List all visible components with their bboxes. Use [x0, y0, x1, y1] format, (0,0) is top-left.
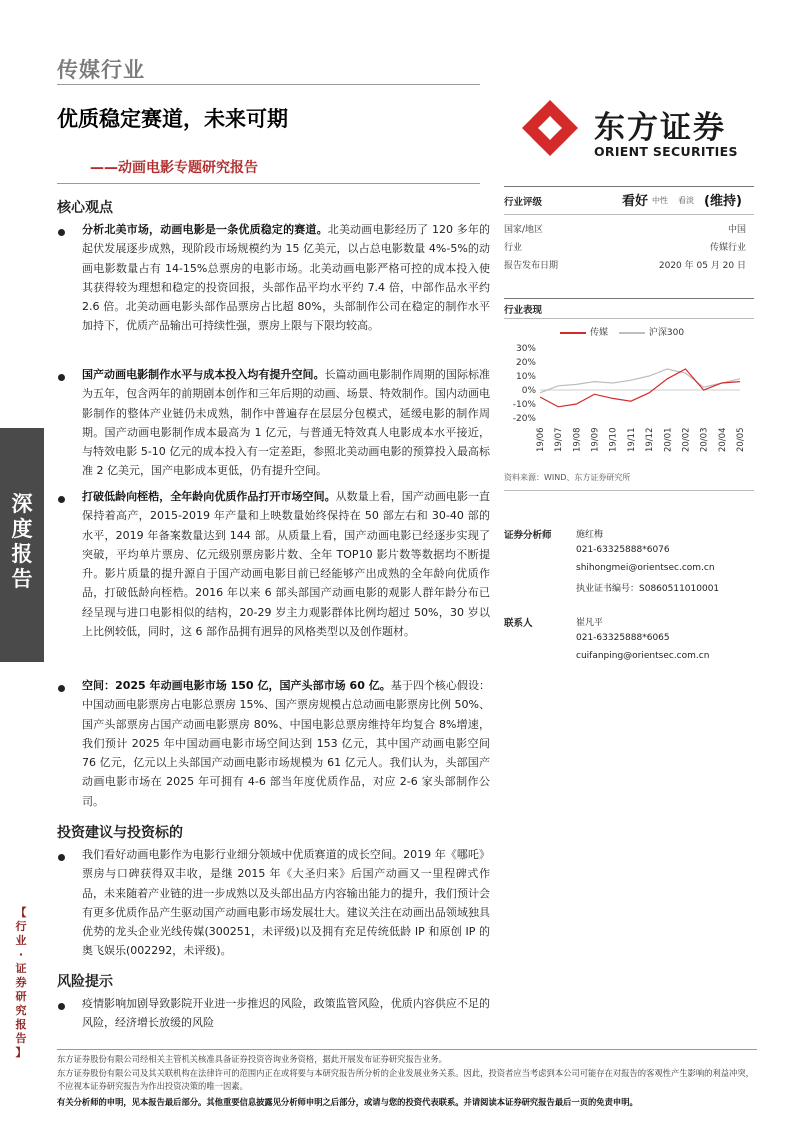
report-title: 优质稳定赛道，未来可期 — [57, 107, 288, 131]
info-row-date — [504, 258, 754, 276]
x-tick-label: 19/12 — [645, 427, 656, 452]
logo-chinese-name: 东方证券 — [594, 110, 726, 146]
y-tick-label: 20% — [515, 358, 536, 368]
industry-label: 传媒行业 — [57, 58, 145, 82]
core-view-lead: 国产动画电影制作水平与成本投入均有提升空间。 — [82, 368, 325, 381]
x-tick-label: 20/03 — [699, 427, 710, 452]
rating-row — [504, 190, 754, 210]
x-tick-label: 19/09 — [590, 427, 601, 452]
contact-phone: 021-63325888*6065 — [576, 633, 670, 643]
bullet-icon — [58, 374, 65, 381]
perf-top-rule — [504, 298, 754, 299]
analyst-name: 施红梅 — [576, 530, 604, 540]
legend-label: 传媒 — [590, 328, 609, 338]
contact-label: 联系人 — [504, 618, 533, 629]
logo-english-name: ORIENT SECURITIES — [594, 144, 738, 159]
x-tick-label: 20/02 — [681, 427, 692, 452]
core-view-lead: 分析北美市场，动画电影是一条优质稳定的赛道。 — [82, 223, 328, 236]
contact-name: 崔凡平 — [576, 618, 604, 628]
x-tick-label: 19/06 — [536, 427, 546, 452]
rating-bottom-rule — [504, 214, 754, 215]
investment-text: 我们看好动画电影作为电影行业细分领域中优质赛道的成长空间。2019 年《哪吒》票房与口碑获得双丰收，是继 2015 年《大圣归来》后国产动画又一里程碑式作品，未来随着产业链的进一步成熟以及头部出品方内容输出能力的提升，我们预计会有更多优质作品产生驱动国产动画电影市场发展壮大。建议关注在动画出品领域独具优势的龙头企业光线传媒(300251，未评级)以及拥有充足传统低龄 IP 和原创 IP 的奥飞娱乐(002292，未评级)。 — [82, 848, 490, 958]
rating-change: (维持) — [704, 194, 742, 209]
perf-title-rule — [504, 318, 754, 319]
info-key: 国家/地区 — [504, 225, 544, 235]
core-view-item-1 — [82, 220, 490, 336]
series-line-hs300 — [540, 369, 740, 393]
legend-item-hs300 — [619, 328, 684, 338]
footer-divider — [57, 1049, 757, 1050]
info-row-industry — [504, 240, 754, 258]
header-divider — [57, 84, 480, 85]
analyst-phone: 021-63325888*6076 — [576, 545, 670, 555]
rating-label: 行业评级 — [504, 197, 543, 208]
chart-source: 资料来源：WIND、东方证券研究所 — [504, 473, 631, 482]
analyst-label: 证券分析师 — [504, 530, 552, 541]
bullet-icon — [58, 229, 65, 236]
legend-item-media — [560, 328, 608, 338]
bullet-icon — [58, 496, 65, 503]
risk-heading: 风险提示 — [57, 974, 113, 990]
legend-label: 沪深300 — [648, 328, 685, 338]
x-tick-label: 19/07 — [554, 427, 565, 452]
footer-disclaimer: 有关分析师的申明，见本报告最后部分。其他重要信息披露见分析师申明之后部分，或请与您的投资代表联系。并请阅读本证券研究报告最后一页的免责申明。 — [57, 1097, 638, 1107]
core-view-lead: 打破低龄向桎梏，全年龄向优质作品打开市场空间。 — [82, 490, 336, 503]
rating-value: 看好 — [622, 194, 649, 209]
chart-legend — [560, 325, 684, 338]
legend-swatch — [560, 332, 586, 334]
info-value: 2020 年 05 月 20 日 — [658, 261, 746, 271]
info-row-region — [504, 222, 754, 240]
info-key: 行业 — [504, 243, 523, 253]
x-tick-label: 20/05 — [736, 427, 746, 452]
core-view-body: 长篇动画电影制作周期的国际标准为五年，包含两年的前期剧本创作和三年后期的动画、场景、特效制作。国内动画电影制作的整体产业链仍未成熟，制作中普遍存在层层分包模式，延缓电影的制作周期。国产动画电影制作成本最高为 1 亿元，与普通无特效真人电影成本水平接近，与特效电影 5-10 亿元的成本投入有一定差距，参照北美动画电影的预算投入最高标准 2 亿美元，国产电影成本更低，仍有提升空间。 — [82, 368, 490, 478]
info-key: 报告发布日期 — [504, 261, 559, 271]
bullet-icon — [58, 1003, 65, 1010]
x-tick-label: 19/11 — [626, 427, 637, 452]
y-tick-label: 30% — [515, 344, 536, 354]
x-tick-label: 20/04 — [717, 427, 728, 452]
subtitle-divider — [57, 183, 480, 184]
footer-qualification: 东方证券股份有限公司经相关主管机关核准具备证券投资咨询业务资格，据此开展发布证券研究报告业务。 — [57, 1054, 447, 1064]
core-views-heading: 核心观点 — [57, 200, 113, 216]
core-view-body: 基于四个核心假设：中国动画电影票房占电影总票房 15%、国产票房规模占总动画电影票房比例 50%、国产头部票房占国产动画电影票房 80%、中国电影总票房维持年均复合 8%增速，我们预计 2025 年中国动画电影市场空间达到 153 亿元，其中国产动画电影空间 76 亿元，亿元以上头部国产动画电影市场规模为 61 亿元人。我们认为，头部国产动画电影市场在 2025 年可拥有 4-6 部当年度优质作品，对应 2-6 家头部制作公司。 — [82, 679, 491, 808]
report-subtitle: ——动画电影专题研究报告 — [90, 160, 258, 176]
y-tick-label: 0% — [521, 386, 536, 396]
industry-performance-chart — [504, 340, 754, 465]
rating-option-negative: 看淡 — [678, 196, 694, 205]
investment-heading: 投资建议与投资标的 — [57, 825, 183, 841]
report-category-label: 【 行 业 · 证 券 研 究 报 告 】 — [15, 906, 27, 1059]
rating-top-rule — [504, 186, 754, 187]
report-type-label: 深 度 报 告 — [11, 492, 33, 591]
analyst-cert: 执业证书编号：S0860511010001 — [576, 584, 720, 594]
y-tick-label: -10% — [512, 400, 536, 410]
info-value: 中国 — [727, 225, 746, 235]
x-tick-label: 20/01 — [663, 427, 674, 452]
orient-logo-icon — [518, 96, 582, 160]
contact-email[interactable]: cuifanping@orientsec.com.cn — [576, 651, 710, 661]
legend-swatch — [619, 332, 645, 334]
source-rule — [504, 490, 754, 491]
risk-text: 疫情影响加剧导致影院开业进一步推迟的风险，政策监管风险，优质内容供应不足的风险，经济增长放缓的风险 — [82, 997, 490, 1030]
series-line-media — [540, 369, 740, 407]
bullet-icon — [58, 685, 65, 692]
core-view-item-2 — [82, 365, 490, 481]
core-view-lead: 空间：2025 年动画电影市场 150 亿，国产头部市场 60 亿。 — [82, 679, 391, 692]
rating-option-neutral: 中性 — [652, 196, 668, 205]
bullet-icon — [58, 854, 65, 861]
info-value: 传媒行业 — [709, 243, 746, 253]
y-tick-label: 10% — [515, 372, 536, 382]
core-view-item-3 — [82, 487, 490, 641]
core-view-body: 从数量上看，国产动画电影一直保持着高产，2015-2019 年产量和上映数量始终保持在 50 部左右和 30-40 部的水平，2019 年备案数量达到 144 部。从质量上看，国产动画电影已经逐步实现了突破，平均单片票房、亿元级别票房影片数、全年 TOP10 影片数等数据均不断提升。影片质量的提升源自于国产动画电影目前已经能够产出成熟的全年龄向优质作品，打破低龄向桎梏。2016 年以来 6 部头部国产动画电影的观影人群年龄分布已经呈现与进口电影相似的结构，20-29 岁主力观影群体比例均超过 50%，30 岁以上比例较低，同时，这 6 部作品拥有迥异的风格类型以及创作题材。 — [82, 490, 491, 639]
footer-conflict: 东方证券股份有限公司及其关联机构在法律许可的范围内正在或将要与本研究报告所分析的企业发展业务关系。因此，投资者应当考虑到本公司可能存在对报告的客观性产生影响的利益冲突，不应视本证券研究报告为作出投资决策的唯一因素。 — [57, 1068, 754, 1091]
company-logo — [518, 96, 758, 164]
y-tick-label: -20% — [512, 414, 536, 424]
x-tick-label: 19/08 — [572, 427, 583, 452]
x-tick-label: 19/10 — [608, 427, 619, 452]
core-view-body: 北美动画电影经历了 120 多年的起伏发展逐步成熟，现阶段市场规模约为 15 亿美元，以占总电影数量 4%-5%的动画电影数量占有 14-15%总票房的电影市场。北美动画电影严格可控的成本投入使其获得较为理想和稳定的投资回报，头部作品平均水平约 7.4 倍，中部作品水平约 2.6 倍。北美动画电影头部作品票房占比超 80%，头部制作公司在稳定的制作水平加持下，优质产品输出可持续性强，票房上限与下限均较高。 — [82, 223, 490, 333]
performance-title: 行业表现 — [504, 305, 543, 316]
core-view-item-4 — [82, 676, 490, 811]
analyst-email[interactable]: shihongmei@orientsec.com.cn — [576, 563, 715, 573]
